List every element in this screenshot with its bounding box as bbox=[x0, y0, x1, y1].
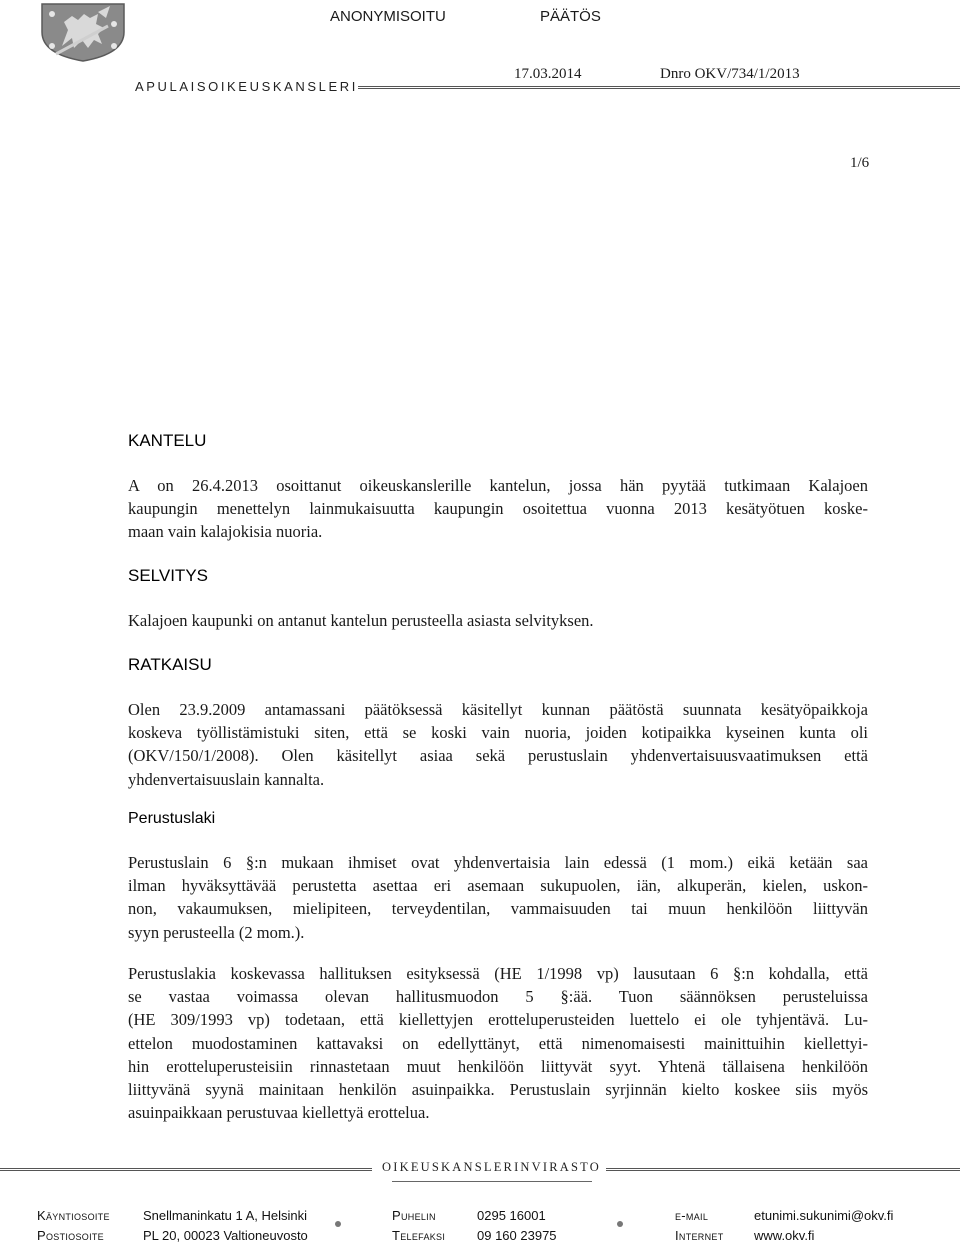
separator-dot bbox=[335, 1221, 341, 1227]
subheading-perustuslaki: Perustuslaki bbox=[128, 810, 216, 827]
phone-label: Puhelin bbox=[392, 1208, 436, 1223]
paragraph-selvitys bbox=[128, 609, 868, 632]
header-divider bbox=[358, 86, 960, 89]
separator-dot bbox=[617, 1221, 623, 1227]
paragraph-kantelu bbox=[128, 474, 868, 544]
text-line: hin erotteluperusteisiin rinnastetaan muut henkilöön liittyvät syyt. Yhtenä tällaisena henkilöön bbox=[128, 1056, 868, 1076]
fax-value: 09 160 23975 bbox=[477, 1228, 557, 1243]
text-line: asuinpaikkaan perustuvaa kiellettyä erottelua. bbox=[128, 1103, 430, 1123]
document-number: Dnro OKV/734/1/2013 bbox=[660, 66, 800, 82]
text-line: Olen 23.9.2009 antamassani päätöksessä käsitellyt kunnan päätöstä suunnata kesätyöpaikkoja bbox=[128, 700, 868, 719]
organization-name: APULAISOIKEUSKANSLERI bbox=[135, 79, 358, 94]
paragraph-ratkaisu bbox=[128, 698, 868, 791]
text-line: ilman hyväksyttävää perustetta asettaa eri asemaan sukupuolen, iän, alkuperän, kielen, uskon- bbox=[128, 876, 868, 896]
text-line: non, vakaumuksen, mielipiteen, terveydentilan, vammaisuuden tai muun henkilöön liittyvän bbox=[128, 899, 868, 919]
text-line: (OKV/150/1/2008). Olen käsitellyt asiaa sekä perustuslain yhdenvertaisuusvaatimuksen että bbox=[128, 746, 868, 766]
fax-label: Telefaksi bbox=[392, 1228, 446, 1243]
text-line: Perustuslain 6 §:n mukaan ihmiset ovat yhdenvertaisia lain edessä (1 mom.) eikä ketään saa bbox=[128, 853, 868, 872]
visiting-address-value: Snellmaninkatu 1 A, Helsinki bbox=[143, 1208, 308, 1223]
postal-address-value: PL 20, 00023 Valtioneuvosto bbox=[143, 1228, 308, 1243]
text-line: Kalajoen kaupunki on antanut kantelun perusteella asiasta selvityksen. bbox=[128, 611, 594, 630]
text-line: yhdenvertaisuuslain kannalta. bbox=[128, 769, 325, 789]
email-value: etunimi.sukunimi@okv.fi bbox=[754, 1208, 894, 1223]
text-line: A on 26.4.2013 osoittanut oikeuskanslerille kantelun, jossa hän pyytää tutkimaan Kalajoen bbox=[128, 476, 868, 495]
section-heading-ratkaisu: RATKAISU bbox=[128, 655, 212, 674]
text-line: maan vain kalajokisia nuoria. bbox=[128, 522, 323, 542]
text-line: se vastaa voimassa olevan hallitusmuodon 5 §:ää. Tuon säännöksen perusteluissa bbox=[128, 987, 868, 1007]
paragraph-perustuslaki-2 bbox=[128, 962, 868, 1124]
postal-address-label: Postiosoite bbox=[37, 1228, 104, 1243]
internet-label: Internet bbox=[675, 1228, 724, 1243]
text-line: ettelon muodostaminen kattavaksi on edellyttänyt, että nimenomaisesti mainittuihin kiellettyi- bbox=[128, 1033, 868, 1053]
visiting-address-label: Käyntiosoite bbox=[37, 1208, 110, 1223]
phone-value: 0295 16001 bbox=[477, 1208, 546, 1223]
paragraph-perustuslaki-1 bbox=[128, 851, 868, 944]
page-number: 1/6 bbox=[850, 155, 870, 171]
text-line: koskeva työllistämistuki siten, että se koski vain nuoria, joiden kotipaikka kyseinen kunta oli bbox=[128, 723, 868, 743]
text-line: syyn perusteella (2 mom.). bbox=[128, 922, 305, 942]
email-label: e-mail bbox=[675, 1208, 709, 1223]
footer-divider-left bbox=[0, 1168, 372, 1171]
finnish-lion-coat-of-arms-icon bbox=[38, 2, 128, 62]
section-heading-selvitys: SELVITYS bbox=[128, 566, 208, 585]
internet-value: www.okv.fi bbox=[754, 1228, 815, 1243]
text-line: kaupungin menettelyn lainmukaisuutta kaupungin osoitettua vuonna 2013 kesätyötuen koske- bbox=[128, 499, 868, 519]
text-line: liittyvänä syynä mainitaan henkilön asuinpaikka. Perustuslain syrjinnän kielto koskee siis myös bbox=[128, 1079, 868, 1099]
text-line: Perustuslakia koskevassa hallituksen esityksessä (HE 1/1998 vp) lausutaan 6 §:n kohdalla, että bbox=[128, 964, 868, 983]
office-name: OIKEUSKANSLERINVIRASTO bbox=[382, 1160, 602, 1174]
document-type: PÄÄTÖS bbox=[540, 8, 601, 25]
document-date: 17.03.2014 bbox=[514, 66, 582, 82]
footer-divider-right bbox=[606, 1168, 960, 1171]
text-line: (HE 309/1993 vp) todetaan, että kiellettyjen erotteluperusteiden luettelo ei ole tyhjentävä. Lu- bbox=[128, 1010, 868, 1030]
section-heading-kantelu: KANTELU bbox=[128, 431, 207, 450]
office-name-underline bbox=[392, 1181, 592, 1182]
anonymization-label: ANONYMISOITU bbox=[330, 8, 446, 25]
